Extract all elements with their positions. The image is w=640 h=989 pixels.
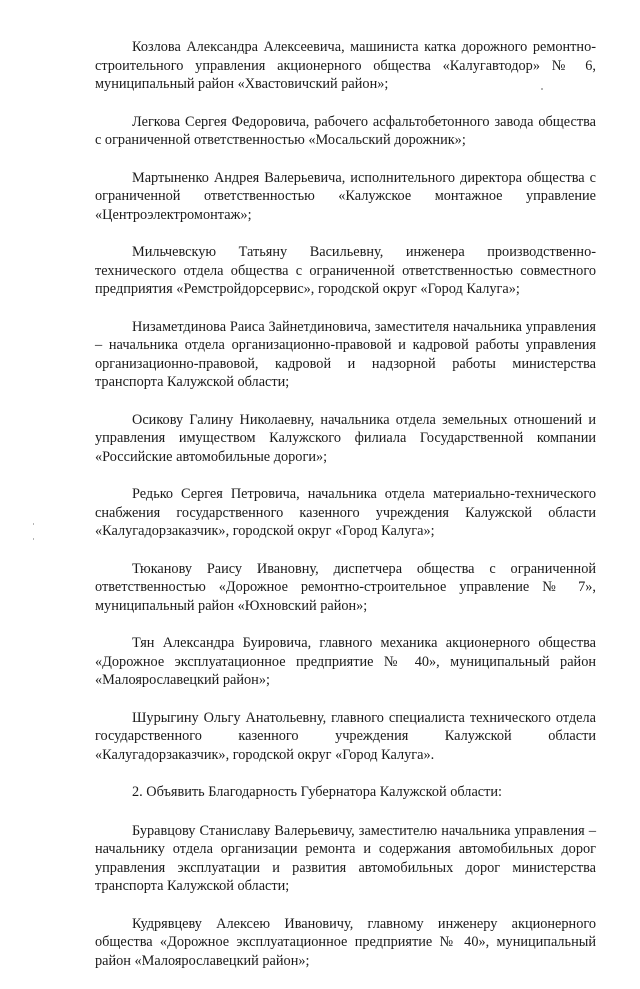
paragraph-tyan: Тян Александра Буировича, главного механика акционерного общества «Дорожное эксплуатационное предприятие № 40», муниципальный район «Малоярославецкий район»; — [95, 635, 596, 688]
scan-speck — [541, 88, 543, 90]
paragraph-nizametdinov: Низаметдинова Раиса Зайнетдиновича, заместителя начальника управления – начальника отдела организационно-правовой и кадровой работы управления организационно-правовой, кадровой и надзорной работы министерства транспорта Калужской области; — [95, 318, 596, 390]
section-heading-gratitude: 2. Объявить Благодарность Губернатора Калужской области: — [132, 784, 503, 800]
paragraph-shurygina: Шурыгину Ольгу Анатольевну, главного специалиста технического отдела государственного казенного учреждения Калужской области «Калугадорзаказчик», городской округ «Город Калуга». — [95, 709, 596, 763]
paragraph-tyukanova: Тюканову Раису Ивановну, диспетчера общества с ограниченной ответственностью «Дорожное ремонтно-строительное управление № 7», муниципальный район «Юхновский район»; — [95, 560, 596, 614]
paragraph-redko: Редько Сергея Петровича, начальника отдела материально-технического снабжения государственного казенного учреждения Калужской области «Калугадорзаказчик», городской округ «Город Калуга»; — [95, 486, 596, 539]
paragraph-milchevskaya: Мильчевскую Татьяну Васильевну, инженера производственно-технического отдела общества с ограниченной ответственностью совместного предприятия «Ремстройдорсервис», городской округ «Город Калуга»; — [95, 244, 596, 297]
scan-speck — [33, 523, 34, 525]
document-body — [95, 38, 596, 989]
paragraph-legkov: Легкова Сергея Федоровича, рабочего асфальтобетонного завода общества с ограниченной ответственностью «Мосальский дорожник»; — [95, 113, 596, 148]
paragraph-osikova: Осикову Галину Николаевну, начальника отдела земельных отношений и управления имуществом Калужского филиала Государственной компании «Российские автомобильные дороги»; — [95, 411, 596, 465]
paragraph-kudryavtsev: Кудрявцеву Алексею Ивановичу, главному инженеру акционерного общества «Дорожное эксплуатационное предприятие № 40», муниципальный район «Малоярославецкий район»; — [95, 915, 596, 969]
paragraph-buravtsov: Буравцову Станиславу Валерьевичу, заместителю начальника управления – начальнику отдела организации ремонта и содержания автомобильных дорог управления эксплуатации и развития автомобильных дорог министерства транспорта Калужской области; — [95, 822, 596, 894]
paragraph-martynenko: Мартыненко Андрея Валерьевича, исполнительного директора общества с ограниченной ответственностью «Калужское монтажное управление «Центроэлектромонтаж»; — [95, 169, 596, 223]
scan-speck — [33, 538, 34, 540]
paragraph-kozlov: Козлова Александра Алексеевича, машиниста катка дорожного ремонтно-строительного управления акционерного общества «Калугавтодор» № 6, муниципальный район «Хвастовичский район»; — [95, 39, 596, 92]
